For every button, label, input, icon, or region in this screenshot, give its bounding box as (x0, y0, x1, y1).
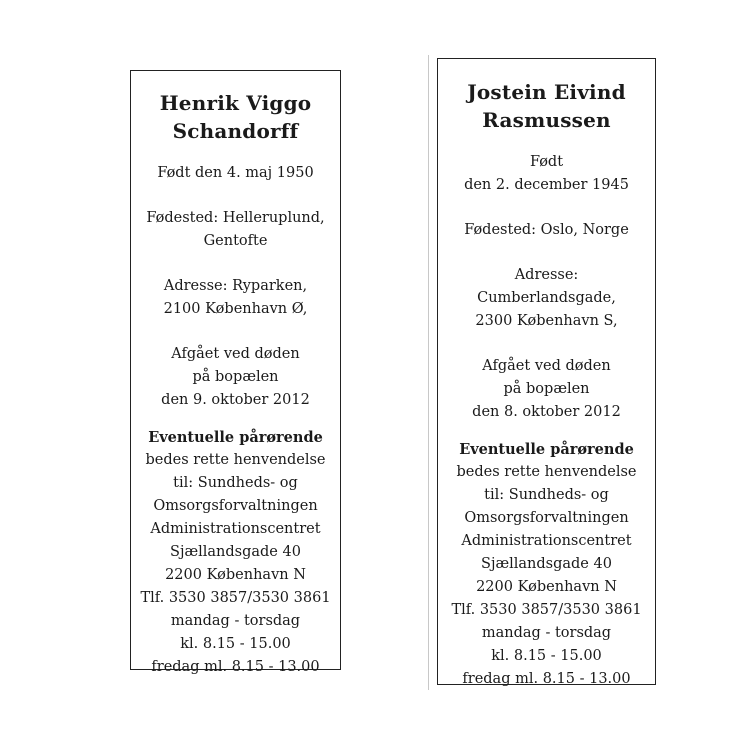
column-divider (428, 55, 429, 690)
death-info-line: Afgået ved døden (482, 358, 611, 374)
contact-line: fredag ml. 8.15 - 13.00 (462, 671, 631, 687)
birthplace-line: Fødested: Oslo, Norge (464, 222, 629, 238)
contact-phone: Tlf. 3530 3857/3530 3861 (140, 590, 331, 606)
address-line: Cumberlandsgade, (477, 290, 616, 306)
contact-line: mandag - torsdag (170, 613, 301, 629)
address (131, 275, 340, 321)
birth-date (438, 151, 655, 197)
contact-line: kl. 8.15 - 15.00 (491, 648, 602, 664)
death-info-line: den 8. oktober 2012 (472, 404, 621, 420)
name-line: Rasmussen (482, 108, 611, 132)
contact-line: Omsorgsforvaltningen (153, 498, 318, 514)
birth-date (131, 162, 340, 185)
address-line: 2300 København S, (475, 313, 618, 329)
contact-line: til: Sundheds- og (173, 475, 298, 491)
contact-line: bedes rette henvendelse (456, 464, 637, 480)
birthplace-line: Gentofte (203, 233, 268, 249)
name-line: Schandorff (172, 119, 299, 143)
birth-date-line: Født den 4. maj 1950 (157, 165, 314, 181)
deceased-name (131, 89, 340, 145)
birth-date-line: den 2. december 1945 (464, 177, 629, 193)
deceased-name (438, 78, 655, 134)
contact-line: bedes rette henvendelse (145, 452, 326, 468)
name-line: Jostein Eivind (467, 80, 626, 104)
contact-phone: Tlf. 3530 3857/3530 3861 (451, 602, 642, 618)
death-info (438, 355, 655, 424)
contact-heading: Eventuelle pårørende (148, 429, 323, 446)
contact-line: fredag ml. 8.15 - 13.00 (151, 659, 320, 675)
birthplace (131, 207, 340, 253)
contact-line: Administrationscentret (150, 521, 321, 537)
contact-line: 2200 København N (476, 579, 617, 595)
contact-line: kl. 8.15 - 15.00 (180, 636, 291, 652)
contact-line: Administrationscentret (461, 533, 632, 549)
death-info-line: på bopælen (192, 369, 279, 385)
contact-line: mandag - torsdag (481, 625, 612, 641)
name-line: Henrik Viggo (159, 91, 312, 115)
death-info (131, 343, 340, 412)
birthplace-line: Fødested: Helleruplund, (146, 210, 325, 226)
address-line: Adresse: (514, 267, 579, 283)
death-info-line: på bopælen (503, 381, 590, 397)
death-info-line: den 9. oktober 2012 (161, 392, 310, 408)
contact-heading: Eventuelle pårørende (459, 441, 634, 458)
contact-line: 2200 København N (165, 567, 306, 583)
contact-line: til: Sundheds- og (484, 487, 609, 503)
obituary-notice-2 (437, 58, 656, 685)
birth-date-line: Født (529, 154, 564, 170)
address-line: 2100 København Ø, (163, 301, 308, 317)
obituary-notice-1 (130, 70, 341, 675)
birthplace (438, 219, 655, 242)
death-info-line: Afgået ved døden (171, 346, 300, 362)
contact-line: Omsorgsforvaltningen (464, 510, 629, 526)
address-line: Adresse: Ryparken, (163, 278, 308, 294)
contact-line: Sjællandsgade 40 (170, 544, 301, 560)
address (438, 264, 655, 333)
contact-info (131, 426, 340, 679)
contact-line: Sjællandsgade 40 (481, 556, 612, 572)
contact-info (438, 438, 655, 691)
